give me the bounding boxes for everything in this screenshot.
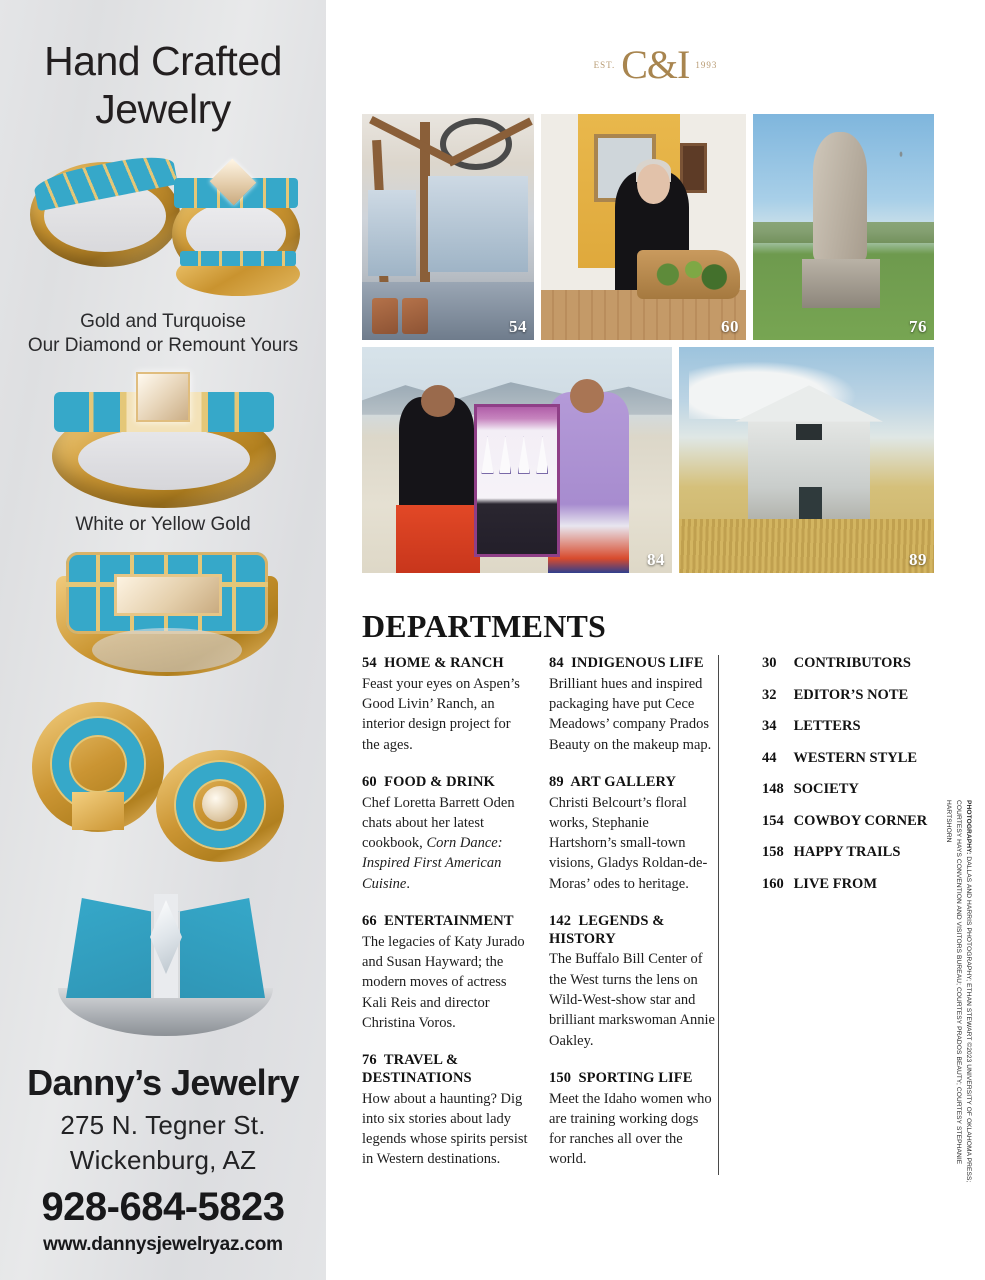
dept-entry-body: Brilliant hues and inspired packaging have put Cece Meadows’ company Prados Beauty on the makeup map. xyxy=(549,675,712,753)
list-item[interactable] xyxy=(762,813,946,830)
dept-entry[interactable] xyxy=(362,913,528,1033)
teepee-motif xyxy=(499,436,511,474)
head xyxy=(421,385,455,417)
photo-credits-text xyxy=(943,800,973,1200)
dept-title-text: SOCIETY xyxy=(793,781,859,797)
ad-caption-white-yellow-gold: White or Yellow Gold xyxy=(75,514,251,535)
list-item[interactable] xyxy=(762,750,946,767)
dept-entry-heading xyxy=(362,913,528,931)
dept-title-text: LEGENDS & HISTORY xyxy=(549,913,665,947)
framed-art-small xyxy=(680,143,707,193)
dept-title-text: TRAVEL & DESTINATIONS xyxy=(362,1052,472,1086)
dept-title-text: SPORTING LIFE xyxy=(578,1069,693,1086)
dept-page-number: 84 xyxy=(549,655,564,671)
bare-tree xyxy=(862,123,927,227)
dept-page-number: 76 xyxy=(362,1052,377,1069)
departments-simple-list xyxy=(762,655,946,893)
dept-entry[interactable] xyxy=(362,655,528,755)
list-item[interactable] xyxy=(762,655,946,672)
dept-entry-heading xyxy=(549,655,715,673)
dept-entry-heading xyxy=(362,774,528,792)
list-item[interactable] xyxy=(762,876,946,893)
departments-column-1 xyxy=(362,655,528,1189)
teepee-motif xyxy=(481,436,493,474)
ad-caption-line2: Our Diamond or Remount Yours xyxy=(27,335,299,357)
dept-page-number: 150 xyxy=(549,1069,572,1086)
body-after: . xyxy=(406,875,410,892)
dept-entry-body: Meet the Idaho women who are training working dogs for ranches all over the world. xyxy=(549,1090,712,1168)
dept-title-text: LIVE FROM xyxy=(793,875,877,892)
photo-stone-statue[interactable] xyxy=(753,114,934,340)
dept-entry[interactable] xyxy=(362,774,528,894)
dept-title-text: COWBOY CORNER xyxy=(793,812,928,829)
dept-page-number: 89 xyxy=(549,773,564,790)
feature-photo-grid xyxy=(362,114,934,573)
photo-page-number: 84 xyxy=(647,550,665,569)
grass-field xyxy=(679,519,934,573)
statue xyxy=(813,132,867,263)
dept-entry-heading xyxy=(549,1070,715,1088)
dept-entry-heading xyxy=(362,1052,528,1087)
window xyxy=(428,176,528,272)
red-skirt xyxy=(396,505,480,573)
dept-title-text: LETTERS xyxy=(793,718,861,734)
dept-page-number: 66 xyxy=(362,913,377,930)
jewelry-photo-turquoise-bands xyxy=(24,152,304,297)
ad-caption-gold-turquoise xyxy=(0,310,326,359)
dept-title-text: INDIGENOUS LIFE xyxy=(571,655,704,671)
photo-page-number: 76 xyxy=(909,317,927,336)
photo-credits xyxy=(943,800,973,1200)
dept-entry-body: The Buffalo Bill Center of the West turns the lens on Wild-West-show star and brilliant markswoman Annie Oakley. xyxy=(549,951,715,1049)
ad-headline xyxy=(0,0,326,134)
logo-est-text: EST. xyxy=(593,60,616,70)
ad-website[interactable]: www.dannysjewelryaz.com xyxy=(43,1234,283,1255)
photo-barn-painting[interactable] xyxy=(679,347,934,573)
list-item[interactable] xyxy=(762,687,946,704)
dept-page-number: 148 xyxy=(762,781,784,797)
dept-entry[interactable] xyxy=(549,913,715,1051)
departments-column-3 xyxy=(736,655,946,1189)
dept-page-number: 44 xyxy=(762,749,777,766)
list-item[interactable] xyxy=(762,844,946,861)
teepee-motif xyxy=(536,436,548,474)
photo-grid-row-1 xyxy=(362,114,934,340)
ad-headline-line1: Hand Crafted xyxy=(44,38,282,84)
jewelry-photo-horseshoe-rings xyxy=(28,700,300,860)
toc-content xyxy=(326,0,985,1280)
dept-entry-body: Christi Belcourt’s floral works, Stephanie Hartshorn’s small-town visions, Gladys Roldan-de-Moras’ odes to heritage. xyxy=(549,794,708,892)
window xyxy=(368,190,416,276)
departments-column-2 xyxy=(549,655,715,1189)
dept-title-text: HOME & RANCH xyxy=(384,655,504,671)
pillow xyxy=(372,298,398,334)
ad-headline-line2: Jewelry xyxy=(95,85,231,132)
head xyxy=(570,379,604,413)
pillow xyxy=(402,298,428,334)
list-item[interactable] xyxy=(762,781,946,798)
dept-page-number: 34 xyxy=(762,718,777,734)
body-before: Chef Loretta Barrett Oden chats about her latest cookbook, xyxy=(362,794,515,852)
dept-page-number: 154 xyxy=(762,812,784,829)
dept-title-text: EDITOR’S NOTE xyxy=(793,686,909,703)
jewelry-photo-wide-inlay-ring xyxy=(52,548,282,683)
logo-monogram: C&I xyxy=(621,42,690,87)
dept-page-number: 160 xyxy=(762,875,784,892)
makeup-display-box xyxy=(474,404,561,558)
dept-entry-body: The legacies of Katy Jurado and Susan Hayward; the modern moves of actress Kali Reis and director Christina Voros. xyxy=(362,933,525,1031)
dept-entry-heading xyxy=(549,774,715,792)
ad-caption-line1: Gold and Turquoise xyxy=(80,311,246,332)
book-title: Corn Dance: Inspired First American Cuisine xyxy=(362,835,503,892)
dept-entry-body: Feast your eyes on Aspen’s Good Livin’ Ranch, an interior design project for the ages. xyxy=(362,675,520,753)
barn-window xyxy=(796,424,822,440)
ad-store-name: Danny’s Jewelry xyxy=(27,1062,299,1103)
dept-entry[interactable] xyxy=(362,1052,528,1170)
photo-chef-portrait[interactable] xyxy=(541,114,746,340)
departments-heading: DEPARTMENTS xyxy=(362,608,607,644)
dept-entry[interactable] xyxy=(549,774,715,894)
dept-title-text: FOOD & DRINK xyxy=(384,773,495,790)
dept-entry[interactable] xyxy=(549,1070,715,1170)
dept-entry-body: How about a haunting? Dig into six stories about lady legends whose spirits persist in Western destinations. xyxy=(362,1090,528,1168)
dept-page-number: 54 xyxy=(362,655,377,671)
cowboys-indians-logo xyxy=(326,42,985,88)
dept-title-text: HAPPY TRAILS xyxy=(793,844,901,860)
photo-indigenous-beauty-brand[interactable] xyxy=(362,347,672,573)
departments-columns xyxy=(362,655,962,1189)
dept-page-number: 30 xyxy=(762,655,777,671)
photo-credits-body: DALLAS AND HARRIS PHOTOGRAPHY; ETHAN STEWART ©2023 UNIVERSITY OF OKLAHOMA PRESS; COURTESY HAYS CONVENTION AND VISITORS BUREAU; COURTESY PRADOS BEAUTY; COURTESY STEPHANIE HARTSHORN xyxy=(945,800,972,1183)
dept-page-number: 158 xyxy=(762,844,784,860)
jewelry-photo-solitaire-ring xyxy=(44,370,284,510)
dept-title-text: ART GALLERY xyxy=(570,773,677,790)
dept-title-text: ENTERTAINMENT xyxy=(384,913,514,930)
dept-entry-body xyxy=(362,793,528,894)
dept-entry-heading xyxy=(549,913,715,948)
vegetable-basket xyxy=(637,250,740,300)
ad-address-line1: 275 N. Tegner St. xyxy=(60,1110,266,1140)
photo-page-number: 89 xyxy=(909,550,927,569)
dept-page-number: 60 xyxy=(362,773,377,790)
dept-entry-heading xyxy=(362,655,528,673)
photo-grid-row-2 xyxy=(362,347,934,573)
dept-title-text: WESTERN STYLE xyxy=(793,749,918,766)
teepee-motif xyxy=(518,436,530,474)
dept-title-text: CONTRIBUTORS xyxy=(793,655,911,671)
ad-phone[interactable]: 928-684-5823 xyxy=(41,1185,285,1229)
plinth xyxy=(802,259,880,309)
dept-page-number: 142 xyxy=(549,913,572,930)
jewelry-advertisement-panel xyxy=(0,0,326,1280)
photo-home-ranch-interior[interactable] xyxy=(362,114,534,340)
ad-address xyxy=(0,1108,326,1177)
dept-entry[interactable] xyxy=(549,655,715,755)
logo-year-text: 1993 xyxy=(695,60,718,70)
list-item[interactable] xyxy=(762,718,946,735)
photo-page-number: 54 xyxy=(509,317,527,336)
jewelry-photo-marquise-white-gold-ring xyxy=(58,888,273,1038)
dept-page-number: 32 xyxy=(762,686,777,703)
photo-credits-label: PHOTOGRAPHY: xyxy=(965,800,972,855)
photo-page-number: 60 xyxy=(721,317,739,336)
ad-address-line2: Wickenburg, AZ xyxy=(69,1144,257,1175)
